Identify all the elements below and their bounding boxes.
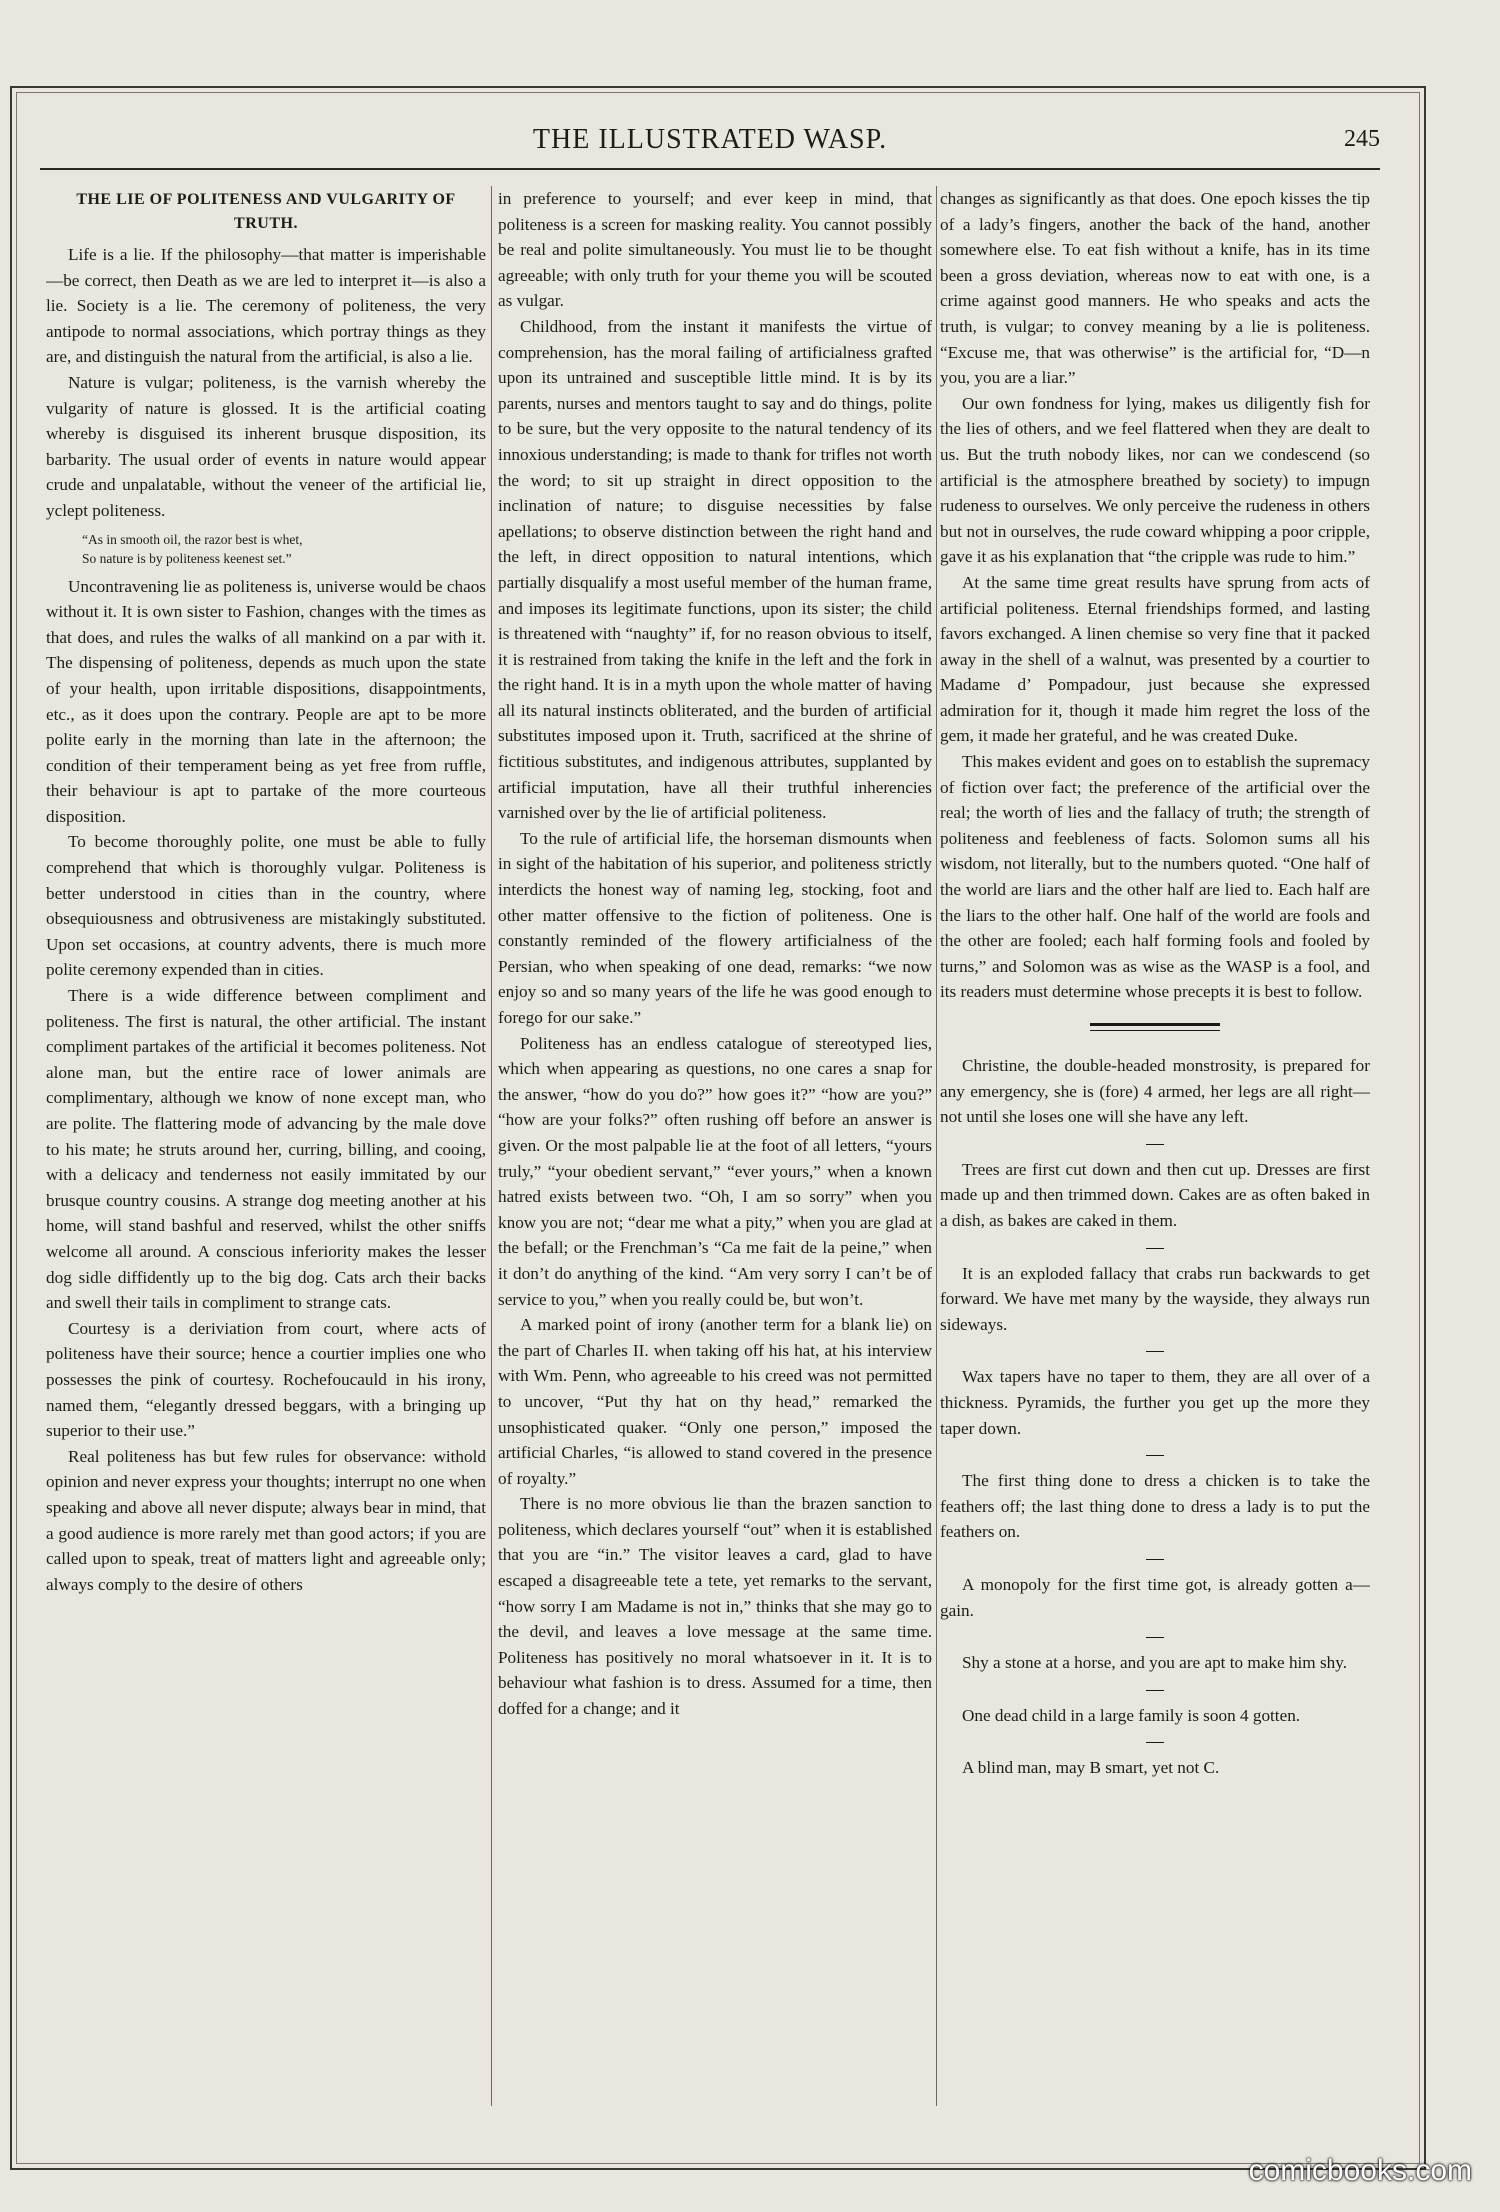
joke-item: One dead child in a large family is soon 4 gotten.	[962, 1705, 1301, 1725]
paragraph: A marked point of irony (another term for a blank lie) on the part of Charles II. when taking off his hat, at his interview with Wm. Penn, who agreeable to his creed was not permitted to uncover, “Put thy hat on thy head,” remarked the unsophisticated quaker. “Only one person,” imposed the artificial Charles, “is allowed to stand covered in the presence of royalty.”	[498, 1315, 932, 1488]
short-divider	[1146, 1690, 1164, 1691]
site-watermark: comicbooks.com	[1248, 2154, 1472, 2187]
column-1	[46, 186, 486, 2106]
verse-line: So nature is by politeness keenest set.”	[82, 550, 292, 566]
paragraph: Politeness has an endless catalogue of stereotyped lies, which when appearing as questions, no one cares a snap for the answer, “how do you do?” how goes it?” “how are you?” “how are your folks?” often rushing off before an answer is given. Or the most palpable lie at the foot of all letters, “yours truly,” “your obedient servant,” “ever yours,” when a known hatred exists between two. “Oh, I am so sorry” when you know you are not; “dear me what a pity,” when you are glad at the befall; or the Frenchman’s “Ca me fait de la peine,” when it don’t do anything of the kind. “Am very sorry I can’t be of service to you,” when you really could be, but won’t.	[498, 1033, 932, 1309]
page-header	[40, 124, 1380, 170]
short-divider	[1146, 1559, 1164, 1560]
paragraph: Life is a lie. If the philosophy—that matter is imperishable—be correct, then Death as we are led to interpret it—is also a lie. Society is a lie. The ceremony of politeness, the very antipode to normal associations, which portray things as they are, and distinguish the natural from the artificial, is also a lie.	[46, 245, 486, 367]
paragraph: Childhood, from the instant it manifests the virtue of comprehension, has the moral failing of artificialness grafted upon its untrained and susceptible little mind. It is by its parents, nurses and mentors taught to say and do things, polite to be sure, but the very opposite to the natural tendency of its innoxious understanding; is made to thank for trifles not worth the word; to sit up straight in direct opposition to the inclination of nature; to disguise necessities by false apellations; to observe distinction between the right hand and the left, in direct opposition to natural intentions, which partially disqualify a most useful member of the human frame, and imposes its legitimate functions, upon its sister; the child is threatened with “naughty” if, for no reason obvious to itself, it is restrained from taking the knife in the left and the fork in the right hand. It is in a myth upon the whole matter of having all its natural instincts obliterated, and the burden of artificial substitutes imposed upon it. Truth, sacrificed at the shrine of fictitious substitutes, and indigenous attributes, supplanted by artificial imputation, have all their truthful inherencies varnished over by the lie of artificial politeness.	[498, 316, 932, 823]
section-divider	[1090, 1023, 1220, 1031]
paragraph: in preference to yourself; and ever keep in mind, that politeness is a screen for masking reality. You cannot possibly be real and polite simultaneously. You must lie to be thought agreeable; with only truth for your theme you will be scouted as vulgar.	[498, 189, 932, 311]
paragraph: There is no more obvious lie than the brazen sanction to politeness, which declares yourself “out” when it is established that you are “in.” The visitor leaves a card, glad to have escaped a disagreeable tete a tete, yet remarks to the servant, “how sorry I am Madame is not in,” thinks that she may go to the devil, and leaves a love message at the same time. Politeness has positively no moral whatsoever in it. It is to behaviour what fashion is to dress. Assumed for a time, then doffed for a change; and it	[498, 1494, 932, 1719]
joke-item: The first thing done to dress a chicken is to take the feathers off; the last thing done to dress a lady is to put the feathers on.	[940, 1471, 1370, 1542]
verse-quote	[46, 530, 486, 568]
short-divider	[1146, 1351, 1164, 1352]
joke-item: Wax tapers have no taper to them, they are all over of a thickness. Pyramids, the further you get up the more they taper down.	[940, 1367, 1370, 1438]
paragraph: Real politeness has but few rules for observance: withold opinion and never express your thoughts; interrupt no one when speaking and above all never dispute; always bear in mind, that a good audience is more rarely met than good actors; if you are called upon to speak, treat of matters light and agreeable only; always comply to the desire of others	[46, 1446, 486, 1594]
masthead: THE ILLUSTRATED WASP.	[532, 124, 888, 155]
joke-item: A monopoly for the first time got, is already gotten a—gain.	[940, 1574, 1370, 1620]
joke-item: Trees are first cut down and then cut up. Dresses are first made up and then trimmed down. Cakes are as often baked in a dish, as bakes are caked in them.	[940, 1159, 1370, 1230]
page-number: 245	[1344, 126, 1380, 152]
joke-item: Shy a stone at a horse, and you are apt to make him shy.	[962, 1653, 1348, 1673]
column-rule	[936, 186, 937, 2106]
short-divider	[1146, 1144, 1164, 1145]
joke-item: Christine, the double-headed monstrosity, is prepared for any emergency, she is (fore) 4 armed, her legs are all right—not until she loses one will she have any left.	[940, 1056, 1370, 1127]
joke-item: A blind man, may B smart, yet not C.	[962, 1758, 1220, 1778]
short-divider	[1146, 1248, 1164, 1249]
paragraph: This makes evident and goes on to establish the supremacy of fiction over fact; the preference of the artificial over the real; the worth of lies and the fallacy of truth; the strength of politeness and feebleness of facts. Solomon sums all his wisdom, not literally, but to the numbers quoted. “One half of the world are liars and the other half are lied to. Each half are the liars to the other half. One half of the world are fools and the other are fooled; each half forming fools and fooled by turns,” and Solomon was as wise as the WASP is a fool, and its readers must determine whose precepts it is best to follow.	[940, 752, 1370, 1002]
paragraph: Nature is vulgar; politeness, is the varnish whereby the vulgarity of nature is glossed. It is the artificial coating whereby is disguised its inherent brusque disposition, its barbarity. The usual order of events in nature would appear crude and unpalatable, without the veneer of the artificial lie, yclept politeness.	[46, 372, 486, 520]
short-divider	[1146, 1637, 1164, 1638]
column-2	[498, 186, 932, 2106]
paragraph: At the same time great results have sprung from acts of artificial politeness. Eternal friendships formed, and lasting favors exchanged. A linen chemise so very fine that it packed away in the shell of a walnut, was presented by a courtier to Madame d’ Pompadour, just because she expressed admiration for it, though it made him regret the loss of the gem, it made her grateful, and he was created Duke.	[940, 572, 1370, 746]
paragraph: There is a wide difference between compliment and politeness. The first is natural, the other artificial. The instant compliment partakes of the artificial it becomes politeness. Not alone man, but the entire race of lower animals are complimentary, although we know of none except man, who are polite. The flattering mode of advancing by the male dove to his mate; he struts around her, curring, billing, and cooing, with a delicacy and tenderness not easily immitated by our brusque country cousins. A strange dog meeting another at his home, will stand bashful and reserved, whilst the other sniffs welcome all around. A conscious inferiority makes the lesser dog sidle diffidently up to the big dog. Cats arch their backs and swell their tails in compliment to strange cats.	[46, 986, 486, 1313]
paragraph: changes as significantly as that does. One epoch kisses the tip of a lady’s fingers, another the back of the hand, another somewhere else. To eat fish without a knife, has in its time been a gross deviation, whereas now to eat with one, is a crime against good manners. He who speaks and acts the truth, is vulgar; to convey meaning by a lie is politeness. “Excuse me, that was otherwise” is the artificial for, “D—n you, you are a liar.”	[940, 189, 1370, 388]
paragraph: Courtesy is a deriviation from court, where acts of politeness have their source; hence a courtier implies one who possesses the pink of courtesy. Rochefoucauld in his irony, named them, “elegantly dressed beggars, with a bringing up superior to their use.”	[46, 1318, 486, 1441]
verse-line: “As in smooth oil, the razor best is whet,	[82, 531, 303, 547]
short-divider	[1146, 1455, 1164, 1456]
paragraph: Our own fondness for lying, makes us diligently fish for the lies of others, and we feel flattered when they are dealt to us. But the truth nobody likes, nor can we condescend (so artificial is the atmosphere breathed by society) to impugn rudeness to ourselves. We only perceive the rudeness in others but not in ourselves, the rude coward whipping a poor cripple, gave it as his explanation that “the cripple was rude to him.”	[940, 393, 1370, 567]
paragraph: To the rule of artificial life, the horseman dismounts when in sight of the habitation of his superior, and politeness strictly interdicts the honest way of naming leg, stocking, foot and other matter offensive to the fiction of politeness. One is constantly reminded of the flowery artificialness of the Persian, who when speaking of one dead, remarks: “we now enjoy so and so many years of the life he was good enough to forego for our sake.”	[498, 828, 932, 1027]
column-rule	[491, 186, 492, 2106]
column-3	[940, 186, 1370, 2106]
short-divider	[1146, 1742, 1164, 1743]
paragraph: To become thoroughly polite, one must be able to fully comprehend that which is thoroughly vulgar. Politeness is better understood in cities than in the country, where obsequiousness and obtrusiveness are mistakingly substituted. Upon set occasions, at country advents, there is much more polite ceremony expended than in cities.	[46, 832, 486, 980]
article-title: THE LIE OF POLITENESS AND VULGARITY OF TRUTH.	[76, 191, 456, 232]
paragraph: Uncontravening lie as politeness is, universe would be chaos without it. It is own sister to Fashion, changes with the times as that does, and rules the walks of all mankind on a par with it. The dispensing of politeness, depends as much upon the state of your health, upon irritable dispositions, disappointments, etc., as it does upon the contrary. People are apt to be more polite early in the morning than late in the afternoon; the condition of their temperament being as yet free from ruffle, their behaviour is apt to partake of the more courteous disposition.	[46, 576, 486, 826]
joke-item: It is an exploded fallacy that crabs run backwards to get forward. We have met many by the wayside, they always run sideways.	[940, 1263, 1370, 1334]
